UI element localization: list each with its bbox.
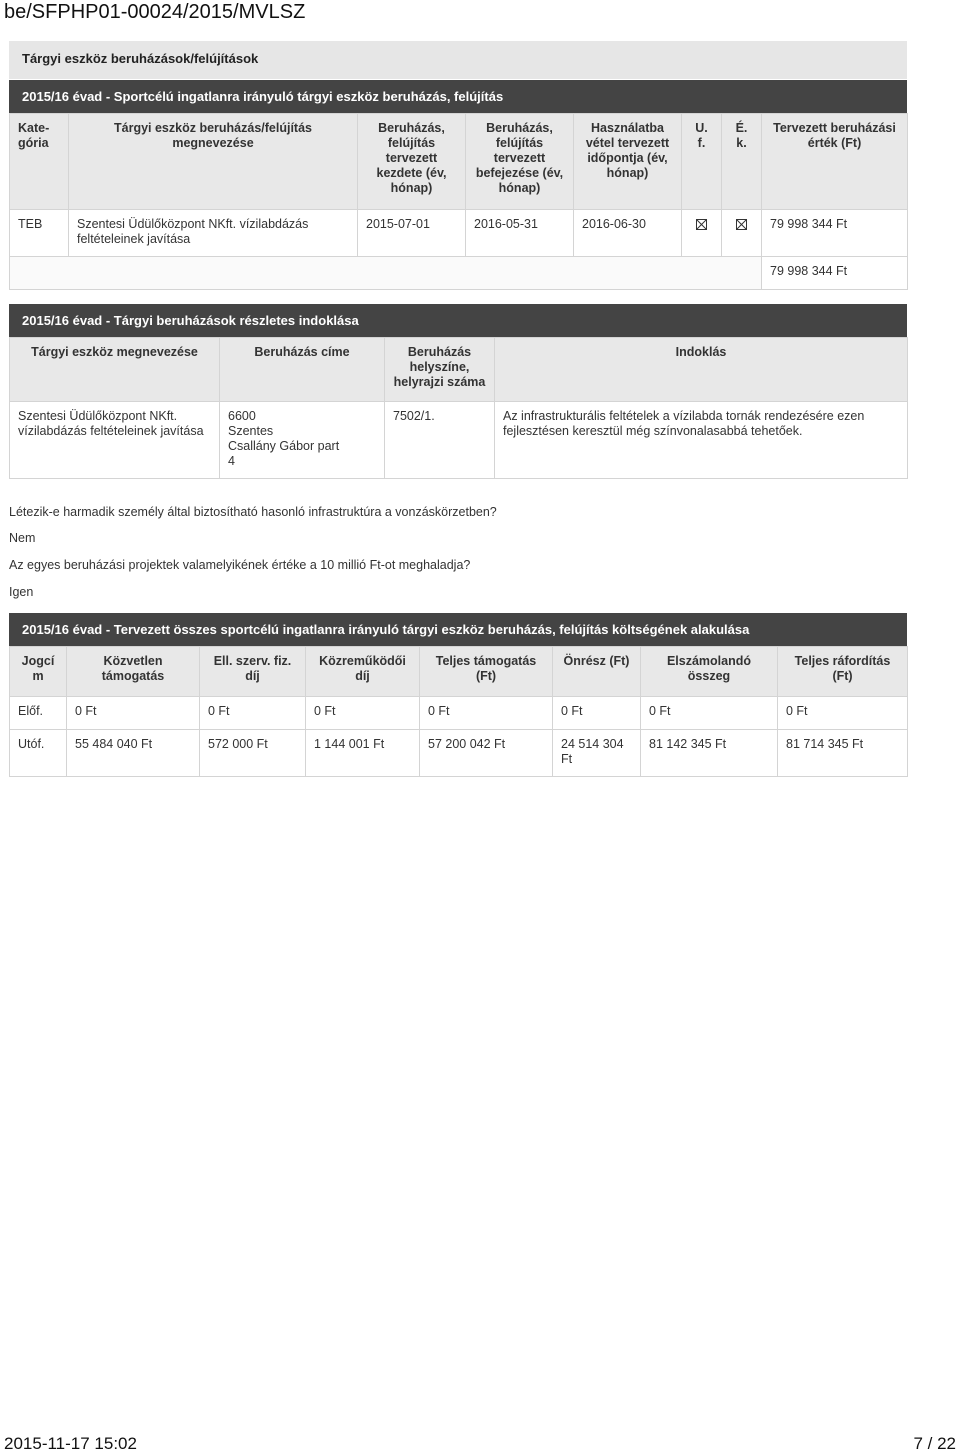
cell-total-value: 79 998 344 Ft — [762, 257, 908, 290]
header-title: Jogcí m — [10, 647, 67, 697]
question-1: Létezik-e harmadik személy által biztosítható hasonló infrastruktúra a vonzáskörzetben? — [9, 505, 497, 519]
table-row — [10, 730, 908, 777]
cell-title: Utóf. — [10, 730, 67, 777]
table1-title: 2015/16 évad - Sportcélú ingatlanra irányuló tárgyi eszköz beruházás, felújítás — [9, 80, 907, 113]
header-value: Tervezett beruházási érték (Ft) — [762, 114, 908, 210]
answer-2: Igen — [9, 585, 34, 599]
cell-contributor-fee: 1 144 001 Ft — [306, 730, 420, 777]
cell-value: 79 998 344 Ft — [762, 210, 908, 257]
cell-control-fee: 572 000 Ft — [200, 730, 306, 777]
answer-1: Nem — [9, 531, 36, 545]
cell-ek — [722, 210, 762, 257]
header-total-support: Teljes támogatás (Ft) — [420, 647, 553, 697]
header-commissioning: Használatba vétel tervezett időpontja (év, hónap) — [574, 114, 682, 210]
header-location: Beruházás helyszíne, helyrajzi száma — [385, 338, 495, 402]
header-direct-support: Közvetlen támogatás — [67, 647, 200, 697]
cell-accountable: 0 Ft — [641, 697, 778, 730]
address-city: Szentes — [228, 424, 274, 438]
cell-plot: 7502/1. — [385, 402, 495, 479]
question-2: Az egyes beruházási projektek valamelyikének értéke a 10 millió Ft-ot meghaladja? — [9, 558, 471, 572]
header-category: Kate- gória — [10, 114, 69, 210]
cell-address — [220, 402, 385, 479]
cell-control-fee: 0 Ft — [200, 697, 306, 730]
table3-header-row — [10, 647, 908, 697]
header-asset: Tárgyi eszköz megnevezése — [10, 338, 220, 402]
table3-title: 2015/16 évad - Tervezett összes sportcélú ingatlanra irányuló tárgyi eszköz beruházás, felújítás költségének alakulása — [9, 613, 907, 646]
cell-own-share: 24 514 304 Ft — [553, 730, 641, 777]
total-spacer — [10, 257, 762, 290]
table2-header-row — [10, 338, 908, 402]
cell-total-support: 0 Ft — [420, 697, 553, 730]
cost-table — [9, 646, 908, 777]
justification-table — [9, 337, 908, 479]
table1-header-row — [10, 114, 908, 210]
cell-total-cost: 81 714 345 Ft — [778, 730, 908, 777]
table-row — [10, 697, 908, 730]
checked-box-icon — [736, 219, 747, 230]
document-id: be/SFPHP01-00024/2015/MVLSZ — [4, 1, 306, 23]
section-title: Tárgyi eszköz beruházások/felújítások — [9, 41, 907, 79]
cell-asset: Szentesi Üdülőközpont NKft. vízilabdázás feltételeinek javítása — [10, 402, 220, 479]
cell-start: 2015-07-01 — [358, 210, 466, 257]
table-row — [10, 402, 908, 479]
cell-end: 2016-05-31 — [466, 210, 574, 257]
cell-contributor-fee: 0 Ft — [306, 697, 420, 730]
header-reason: Indoklás — [495, 338, 908, 402]
header-address: Beruházás címe — [220, 338, 385, 402]
cell-direct-support: 0 Ft — [67, 697, 200, 730]
header-own-share: Önrész (Ft) — [553, 647, 641, 697]
header-end: Beruházás, felújítás tervezett befejezése (év, hónap) — [466, 114, 574, 210]
cell-total-cost: 0 Ft — [778, 697, 908, 730]
address-number: 4 — [228, 454, 235, 468]
checked-box-icon — [696, 219, 707, 230]
footer-datetime: 2015-11-17 15:02 — [4, 1434, 137, 1453]
table1-total-row — [10, 257, 908, 290]
header-asset-name: Tárgyi eszköz beruházás/felújítás megnevezése — [69, 114, 358, 210]
cell-category: TEB — [10, 210, 69, 257]
cell-own-share: 0 Ft — [553, 697, 641, 730]
cell-uf — [682, 210, 722, 257]
header-ek: É. k. — [722, 114, 762, 210]
header-uf: U. f. — [682, 114, 722, 210]
address-postcode: 6600 — [228, 409, 256, 423]
header-start: Beruházás, felújítás tervezett kezdete (év, hónap) — [358, 114, 466, 210]
cell-asset-name: Szentesi Üdülőközpont NKft. vízilabdázás feltételeinek javítása — [69, 210, 358, 257]
cell-reason: Az infrastrukturális feltételek a vízilabda tornák rendezésére ezen fejlesztésen keresztül még színvonalasabbá tehetőek. — [495, 402, 908, 479]
table2-title: 2015/16 évad - Tárgyi beruházások részletes indoklása — [9, 304, 907, 337]
cell-commissioning: 2016-06-30 — [574, 210, 682, 257]
cell-accountable: 81 142 345 Ft — [641, 730, 778, 777]
table-row — [10, 210, 908, 257]
footer-page-number: 7 / 22 — [913, 1434, 956, 1453]
cell-title: Előf. — [10, 697, 67, 730]
cell-direct-support: 55 484 040 Ft — [67, 730, 200, 777]
header-contributor-fee: Közreműködői díj — [306, 647, 420, 697]
header-total-cost: Teljes ráfordítás (Ft) — [778, 647, 908, 697]
cell-total-support: 57 200 042 Ft — [420, 730, 553, 777]
address-street: Csallány Gábor part — [228, 439, 340, 453]
header-accountable: Elszámolandó összeg — [641, 647, 778, 697]
header-control-fee: Ell. szerv. fiz. díj — [200, 647, 306, 697]
investment-table — [9, 113, 908, 290]
